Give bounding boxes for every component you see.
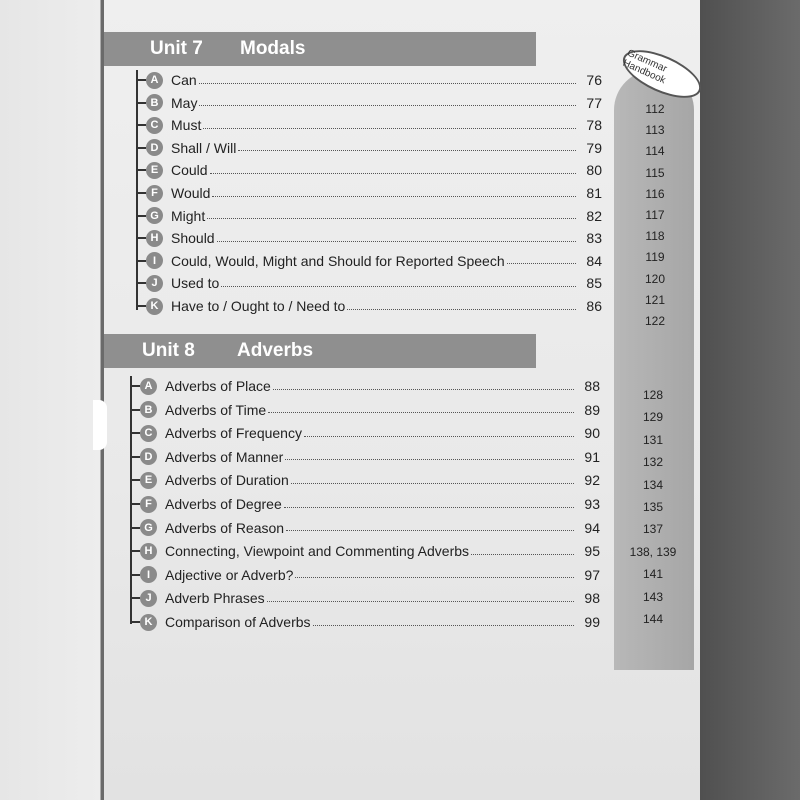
dot-leader <box>268 412 574 413</box>
tree-branch <box>136 147 146 149</box>
entry-letter-badge: F <box>140 496 157 513</box>
toc-entry <box>136 183 602 203</box>
entry-letter-badge: K <box>146 298 163 315</box>
tree-branch <box>136 79 146 81</box>
dot-leader <box>210 173 576 174</box>
entry-page-number: 78 <box>586 117 602 134</box>
tree-branch <box>136 305 146 307</box>
handbook-page-number: 112 <box>645 102 665 116</box>
entry-title: Have to / Ought to / Need to <box>171 298 346 314</box>
entry-letter-badge: A <box>146 72 163 89</box>
handbook-page-number: 135 <box>642 500 664 514</box>
unit-8-label: Unit 8 <box>142 340 195 361</box>
entry-letter-badge: E <box>146 162 163 179</box>
handbook-page-number: 134 <box>642 477 664 492</box>
entry-title: Adverbs of Manner <box>165 448 284 465</box>
entry-letter-badge: C <box>140 425 157 442</box>
toc-entry <box>130 447 600 467</box>
tree-branch <box>136 260 146 262</box>
toc-entry <box>130 612 600 632</box>
entry-page-number: 88 <box>584 378 600 394</box>
handbook-page-number: 144 <box>642 612 664 626</box>
dot-leader <box>273 389 574 390</box>
toc-entry <box>130 518 600 538</box>
entry-letter-badge: G <box>140 519 157 536</box>
handbook-page-number: 128 <box>642 388 664 402</box>
tree-branch <box>130 503 140 505</box>
toc-entry <box>136 160 602 180</box>
toc-entry <box>130 423 600 443</box>
background-shadow <box>690 0 800 800</box>
handbook-page-number: 138, 139 <box>629 544 677 559</box>
toc-entry <box>130 400 600 420</box>
entry-page-number: 92 <box>584 472 600 489</box>
entry-letter-badge: I <box>140 566 157 583</box>
dot-leader <box>471 554 574 555</box>
handbook-page-number: 118 <box>645 229 665 244</box>
handbook-page-number: 137 <box>642 522 664 537</box>
handbook-label: Grammar Handbook <box>616 40 707 107</box>
dot-leader <box>199 83 576 84</box>
dot-leader <box>207 218 576 219</box>
entry-letter-badge: G <box>146 207 163 224</box>
entry-page-number: 84 <box>586 252 602 269</box>
tree-branch <box>130 597 140 599</box>
entry-page-number: 77 <box>586 94 602 111</box>
unit-7-header <box>104 32 536 66</box>
tree-branch <box>136 215 146 217</box>
entry-letter-badge: I <box>146 252 163 269</box>
toc-entry <box>136 273 602 293</box>
entry-letter-badge: C <box>146 117 163 134</box>
toc-entry <box>136 206 602 226</box>
handbook-page-number: 129 <box>642 410 664 425</box>
toc-entry <box>130 376 600 396</box>
tree-branch <box>130 432 140 434</box>
tree-branch <box>136 169 146 171</box>
entry-page-number: 91 <box>584 448 600 465</box>
toc-entry <box>136 296 602 316</box>
entry-page-number: 76 <box>586 72 602 88</box>
dot-leader <box>291 483 574 484</box>
dot-leader <box>286 530 574 531</box>
toc-entry <box>130 494 600 514</box>
dot-leader <box>238 150 576 151</box>
entry-title: Could, Would, Might and Should for Reported Speech <box>171 252 505 269</box>
tree-branch <box>130 527 140 529</box>
entry-title: Connecting, Viewpoint and Commenting Adverbs <box>165 543 470 560</box>
entry-title: Adverbs of Duration <box>165 472 289 489</box>
entry-page-number: 89 <box>584 401 600 418</box>
entry-title: Can <box>171 72 197 88</box>
entry-page-number: 99 <box>584 614 600 630</box>
entry-title: May <box>171 94 198 111</box>
toc-entry <box>136 228 602 248</box>
dot-leader <box>313 625 574 626</box>
entry-letter-badge: F <box>146 185 163 202</box>
tree-branch <box>136 124 146 126</box>
handbook-page-number: 119 <box>645 250 665 265</box>
handbook-page-number: 122 <box>644 314 666 328</box>
entry-title: Adverbs of Degree <box>165 496 282 512</box>
toc-entry <box>130 588 600 608</box>
tree-branch <box>130 409 140 411</box>
entry-letter-badge: J <box>146 275 163 292</box>
entry-title: Used to <box>171 275 220 292</box>
handbook-page-number: 117 <box>645 208 665 222</box>
entry-title: Adverbs of Reason <box>165 519 285 536</box>
dot-leader <box>304 436 574 437</box>
handbook-page-number: 113 <box>645 123 665 138</box>
toc-entry <box>136 115 602 135</box>
entry-letter-badge: H <box>140 543 157 560</box>
entry-page-number: 82 <box>586 207 602 224</box>
dot-leader <box>295 577 574 578</box>
entry-letter-badge: J <box>140 590 157 607</box>
dot-leader <box>212 196 576 197</box>
entry-letter-badge: H <box>146 230 163 247</box>
handbook-page-number: 143 <box>642 589 664 604</box>
tree-branch <box>130 456 140 458</box>
tree-branch <box>130 385 140 387</box>
entry-letter-badge: A <box>140 378 157 395</box>
dot-leader <box>221 286 576 287</box>
entry-page-number: 79 <box>586 139 602 156</box>
unit-8-header <box>104 334 536 368</box>
entry-letter-badge: B <box>146 94 163 111</box>
tree-branch <box>130 550 140 552</box>
entry-title: Must <box>171 117 202 134</box>
entry-title: Adverb Phrases <box>165 590 265 607</box>
dot-leader <box>217 241 576 242</box>
handbook-page-number: 141 <box>642 567 664 582</box>
entry-letter-badge: E <box>140 472 157 489</box>
handbook-page-number: 131 <box>642 432 664 447</box>
dot-leader <box>199 105 576 106</box>
handbook-page-number: 121 <box>644 292 666 307</box>
entry-title: Would <box>171 185 211 201</box>
tree-branch <box>136 282 146 284</box>
entry-page-number: 85 <box>586 275 602 292</box>
entry-title: Adverbs of Time <box>165 401 267 418</box>
unit-8-title: Adverbs <box>237 340 314 361</box>
handbook-page-number: 115 <box>645 165 665 180</box>
entry-title: Might <box>171 207 206 224</box>
entry-title: Adjective or Adverb? <box>165 566 294 583</box>
dot-leader <box>285 459 574 460</box>
dot-leader <box>267 601 574 602</box>
entry-letter-badge: B <box>140 401 157 418</box>
toc-entry <box>130 565 600 585</box>
unit-7-label: Unit 7 <box>150 38 203 59</box>
entry-title: Adverbs of Place <box>165 378 271 394</box>
entry-letter-badge: D <box>140 448 157 465</box>
dot-leader <box>347 309 576 310</box>
toc-entry <box>136 70 602 90</box>
tree-branch <box>130 574 140 576</box>
toc-entry <box>130 541 600 561</box>
tree-branch <box>136 102 146 104</box>
handbook-page-number: 116 <box>645 186 665 201</box>
page-edge-tab <box>93 400 107 450</box>
tree-branch <box>130 479 140 481</box>
dot-leader <box>203 128 576 129</box>
entry-title: Should <box>171 230 215 247</box>
toc-entry <box>136 138 602 158</box>
entry-page-number: 83 <box>586 230 602 247</box>
toc-entry <box>136 251 602 271</box>
entry-title: Adverbs of Frequency <box>165 425 302 442</box>
entry-page-number: 97 <box>584 566 600 583</box>
toc-entry <box>130 470 600 490</box>
entry-letter-badge: D <box>146 139 163 156</box>
entry-page-number: 80 <box>586 162 602 179</box>
toc-entry <box>136 93 602 113</box>
entry-letter-badge: K <box>140 614 157 631</box>
entry-page-number: 95 <box>584 543 600 560</box>
entry-title: Shall / Will <box>171 139 237 156</box>
entry-page-number: 93 <box>584 496 600 512</box>
entry-page-number: 81 <box>586 185 602 201</box>
handbook-page-number: 120 <box>644 271 666 286</box>
entry-page-number: 90 <box>584 425 600 442</box>
dot-leader <box>507 263 576 264</box>
entry-title: Could <box>171 162 208 179</box>
handbook-page-number: 114 <box>645 144 665 159</box>
tree-branch <box>130 621 140 623</box>
entry-page-number: 86 <box>586 298 602 314</box>
entry-page-number: 94 <box>584 519 600 536</box>
tree-branch <box>136 237 146 239</box>
dot-leader <box>284 507 574 508</box>
handbook-page-number: 132 <box>642 455 664 470</box>
unit-7-title: Modals <box>240 38 306 59</box>
entry-page-number: 98 <box>584 590 600 607</box>
entry-title: Comparison of Adverbs <box>165 614 311 630</box>
tree-branch <box>136 192 146 194</box>
